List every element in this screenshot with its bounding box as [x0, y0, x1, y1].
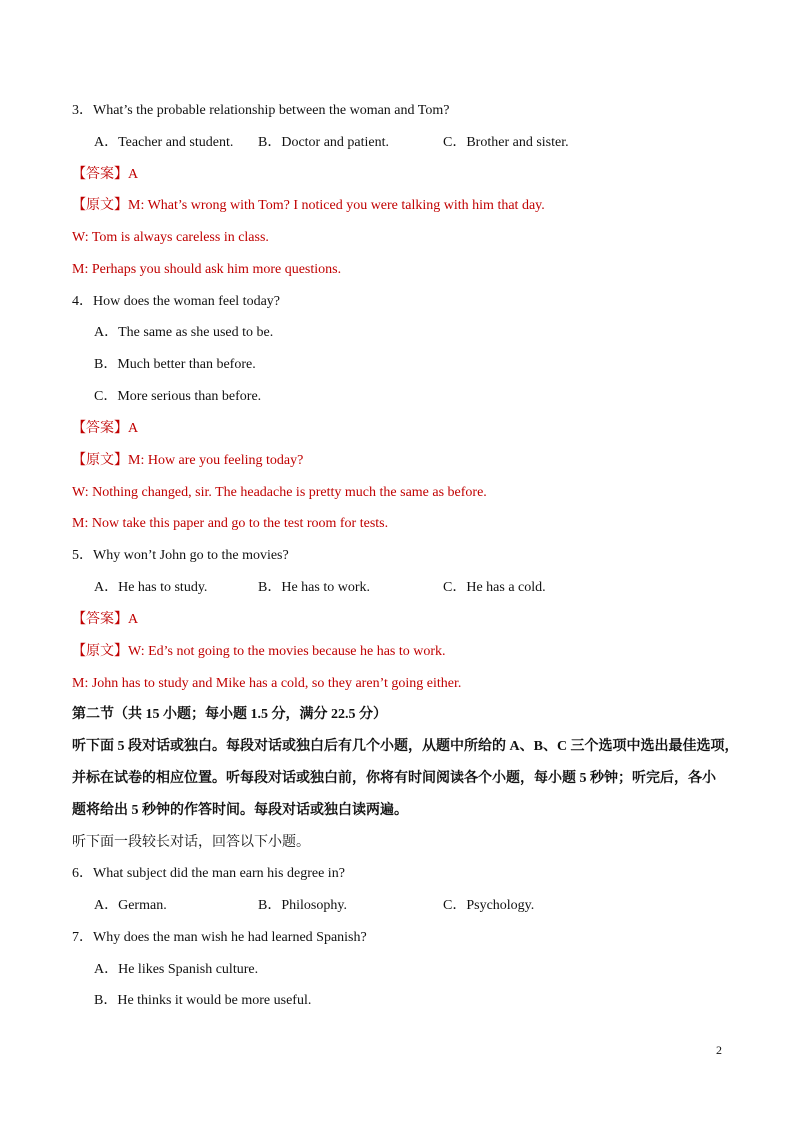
q3-answer: 【答案】A: [72, 167, 139, 182]
q4-option-b: B．Much better than before.: [94, 357, 256, 372]
page-number: 2: [716, 1043, 722, 1057]
q3-script-line: W: Tom is always careless in class.: [72, 230, 269, 245]
q4-script-line: M: Now take this paper and go to the test room for tests.: [72, 516, 389, 531]
question-5: 5．Why won’t John go to the movies?: [72, 548, 289, 563]
section-instructions: 题将给出 5 秒钟的作答时间。每段对话或独白读两遍。: [72, 803, 408, 818]
q4-option-c: C．More serious than before.: [94, 389, 262, 404]
question-7: 7．Why does the man wish he had learned Spanish?: [72, 930, 367, 945]
question-6: 6．What subject did the man earn his degree in?: [72, 866, 345, 881]
q3-option-b: B．Doctor and patient.: [258, 135, 390, 150]
q3-option-c: C．Brother and sister.: [443, 135, 569, 150]
q6-option-c: C．Psychology.: [443, 898, 535, 913]
sub-instruction: 听下面一段较长对话，回答以下小题。: [72, 835, 310, 850]
q5-option-c: C．He has a cold.: [443, 580, 546, 595]
q4-script-line: 【原文】M: How are you feeling today?: [72, 453, 304, 468]
q7-option-a: A．He likes Spanish culture.: [94, 962, 259, 977]
q5-option-a: A．He has to study.: [94, 580, 208, 595]
section-heading: 第二节（共 15 小题；每小题 1.5 分，满分 22.5 分）: [72, 707, 387, 722]
q5-answer: 【答案】A: [72, 612, 139, 627]
section-instructions: 并标在试卷的相应位置。听每段对话或独白前，你将有时间阅读各个小题，每小题 5 秒钟；听完后，各小: [72, 771, 716, 786]
question-4: 4．How does the woman feel today?: [72, 294, 280, 309]
q5-option-b: B．He has to work.: [258, 580, 370, 595]
q3-script-line: 【原文】M: What’s wrong with Tom? I noticed you were talking with him that day.: [72, 198, 545, 213]
q4-option-a: A．The same as she used to be.: [94, 325, 274, 340]
q5-script-line: M: John has to study and Mike has a cold, so they aren’t going either.: [72, 676, 462, 691]
q5-script-line: 【原文】W: Ed’s not going to the movies because he has to work.: [72, 644, 446, 659]
q7-option-b: B．He thinks it would be more useful.: [94, 993, 312, 1008]
q4-script-line: W: Nothing changed, sir. The headache is pretty much the same as before.: [72, 485, 487, 500]
question-3: 3．What’s the probable relationship between the woman and Tom?: [72, 103, 450, 118]
q6-option-b: B．Philosophy.: [258, 898, 347, 913]
q4-answer: 【答案】A: [72, 421, 139, 436]
section-instructions: 听下面 5 段对话或独白。每段对话或独白后有几个小题，从题中所给的 A、B、C 三个选项中选出最佳选项，: [72, 739, 739, 754]
q6-option-a: A．German.: [94, 898, 167, 913]
q3-script-line: M: Perhaps you should ask him more questions.: [72, 262, 342, 277]
q3-option-a: A．Teacher and student.: [94, 135, 234, 150]
